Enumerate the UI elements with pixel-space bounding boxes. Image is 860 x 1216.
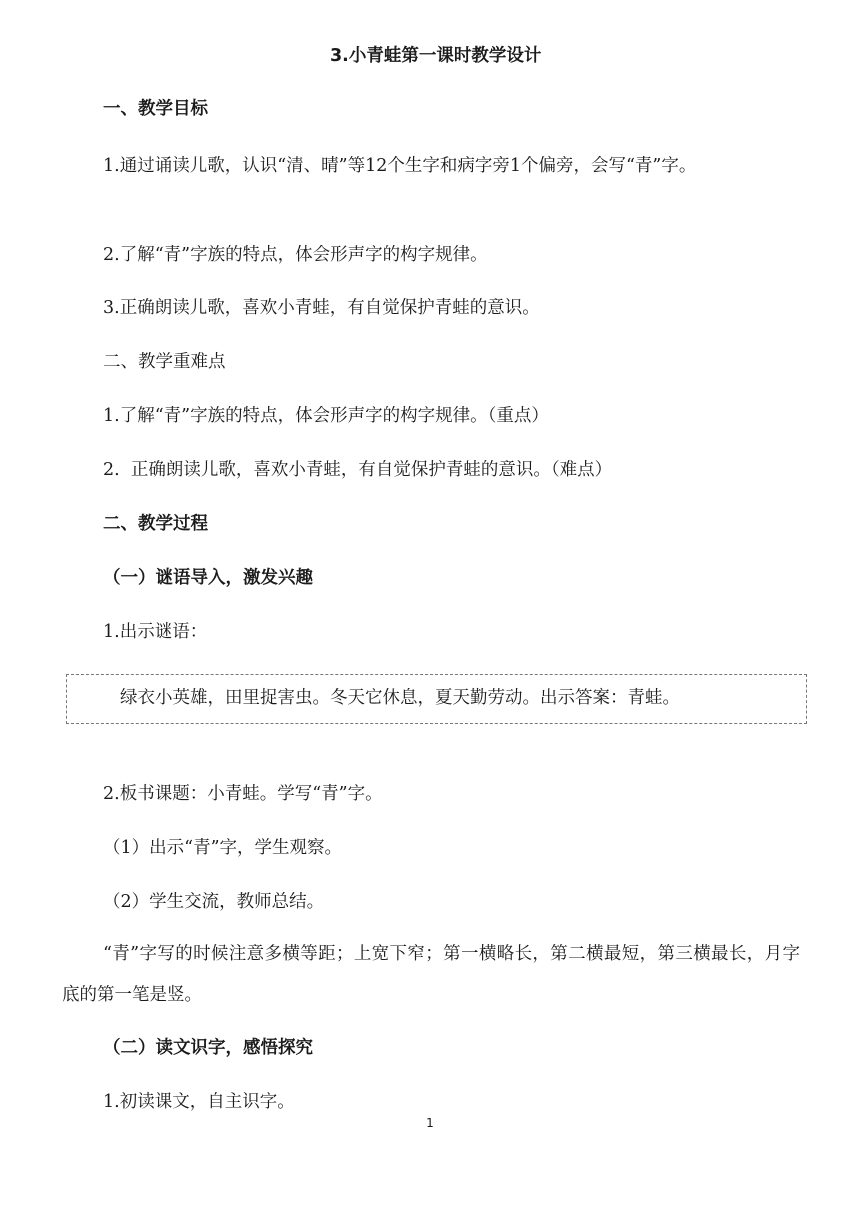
- goal-item-2: 2.了解“青”字族的特点，体会形声字的构字规律。: [103, 245, 488, 265]
- subsection-heading-riddle: （一）谜语导入，激发兴趣: [103, 568, 313, 588]
- writing-note: “青”字写的时候注意多横等距；上宽下窄；第一横略长，第二横最短，第三横最长，月字底的第一笔是竖。: [62, 944, 800, 1005]
- sub-step-1: （1）出示“青”字，学生观察。: [103, 838, 343, 858]
- section-heading-key-points: 二、教学重难点: [103, 352, 226, 372]
- step-show-riddle: 1.出示谜语：: [103, 622, 208, 642]
- step-first-reading: 1.初读课文，自主识字。: [103, 1092, 295, 1112]
- goal-item-1: 1.通过诵读儿歌，认识“清、晴”等12个生字和病字旁1个偏旁，会写“青”字。: [103, 156, 697, 176]
- section-heading-process: 二、教学过程: [103, 514, 208, 534]
- subsection-heading-reading: （二）读文识字，感悟探究: [103, 1038, 313, 1058]
- key-point-item-2: 2. 正确朗读儿歌，喜欢小青蛙，有自觉保护青蛙的意识。（难点）: [103, 460, 613, 480]
- riddle-box: [66, 674, 807, 724]
- document-title: 3.小青蛙第一课时教学设计: [330, 46, 542, 66]
- step-board-title: 2.板书课题：小青蛙。学写“青”字。: [103, 784, 383, 804]
- page-number: 1: [426, 1116, 434, 1130]
- sub-step-2: （2）学生交流，教师总结。: [103, 892, 325, 912]
- riddle-text: 绿衣小英雄，田里捉害虫。冬天它休息，夏天勤劳动。出示答案：青蛙。: [120, 688, 680, 708]
- goal-item-3: 3.正确朗读儿歌，喜欢小青蛙，有自觉保护青蛙的意识。: [103, 298, 540, 318]
- section-heading-goals: 一、教学目标: [103, 99, 208, 119]
- key-point-item-1: 1.了解“青”字族的特点，体会形声字的构字规律。（重点）: [103, 406, 549, 426]
